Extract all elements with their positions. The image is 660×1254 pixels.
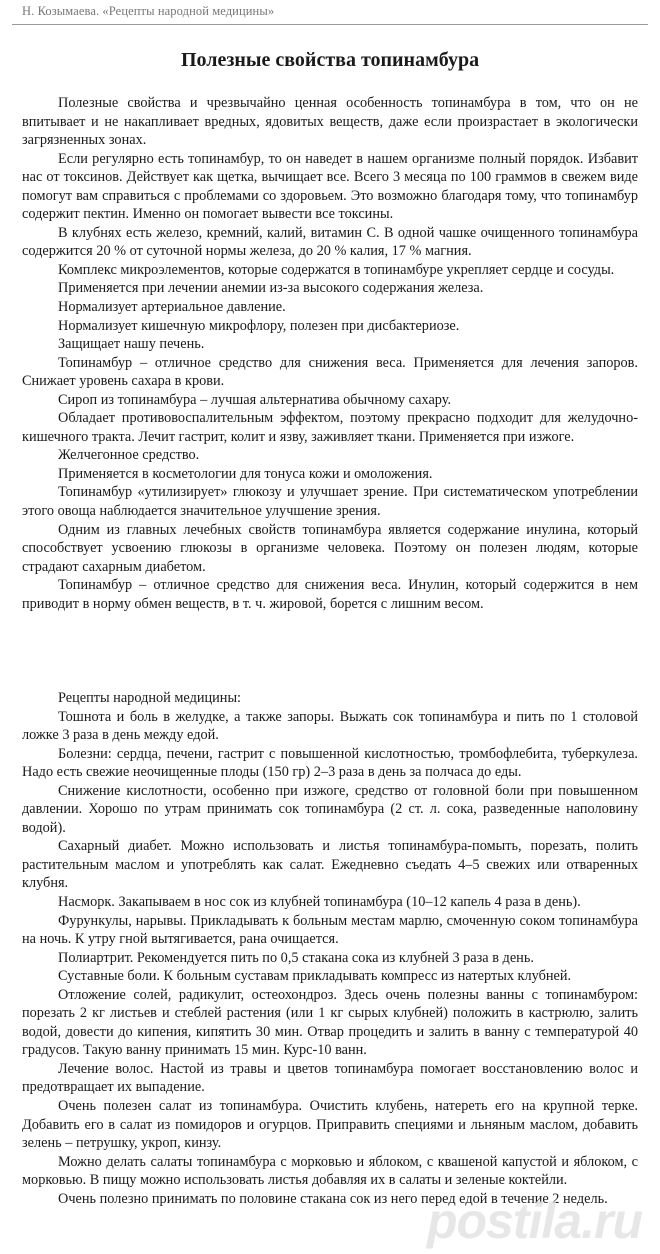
- recipe-paragraph: Полиартрит. Рекомендуется пить по 0,5 стакана сока из клубней 3 раза в день.: [58, 949, 534, 966]
- article-paragraph: Защищает нашу печень.: [58, 336, 205, 353]
- header-rule: [12, 24, 648, 25]
- article-body: [22, 94, 638, 613]
- article-paragraph: Нормализует артериальное давление.: [58, 299, 286, 316]
- recipes-heading: Рецепты народной медицины:: [58, 690, 242, 706]
- article-paragraph: В клубнях есть железо, кремний, калий, витамин С. В одной чашке очищенного топинамбура содержится 20 % от суточной нормы железа, до 20 % калия, 17 % магния.: [22, 224, 638, 260]
- article-paragraph: Топинамбур «утилизирует» глюкозу и улучшает зрение. При систематическом употреблении этого овоща наблюдается значительное улучшение зрения.: [22, 484, 638, 520]
- article-paragraph: Сироп из топинамбура – лучшая альтернатива обычному сахару.: [58, 391, 452, 408]
- recipe-paragraph: Снижение кислотности, особенно при изжоге, средство от головной боли при повышенном давлении. Хорошо по утрам принимать сок топинамбура (2 ст. л. сока, разведенные наполовину водой).: [22, 782, 638, 836]
- article-paragraph: Нормализует кишечную микрофлору, полезен при дисбактериозе.: [58, 317, 460, 334]
- article-paragraph: Полезные свойства и чрезвычайно ценная особенность топинамбура в том, что он не впитывает и не накапливает вредных, ядовитых веществ, даже если произрастает в экологически загрязненных зонах.: [22, 95, 638, 149]
- article-paragraph: Применяется при лечении анемии из-за высокого содержания железа.: [58, 280, 484, 297]
- recipe-paragraph: Насморк. Закапываем в нос сок из клубней топинамбура (10–12 капель 4 раза в день).: [58, 894, 581, 911]
- recipe-paragraph: Суставные боли. К больным суставам прикладывать компресс из натертых клубней.: [58, 968, 572, 985]
- recipe-paragraph: Можно делать салаты топинамбура с морковью и яблоком, с квашеной капустой и яблоком, с морковью. В пищу можно использовать листья добавляя их в салаты и зеленые коктейли.: [22, 1153, 638, 1189]
- article-title: Полезные свойства топинамбура: [180, 49, 480, 71]
- article-paragraph: Желчегонное средство.: [58, 447, 200, 464]
- article-paragraph: Одним из главных лечебных свойств топинамбура является содержание инулина, который способствует усвоению глюкозы в организме человека. Поэтому он полезен людям, которые страдают сахарным диабетом.: [22, 521, 638, 575]
- article-paragraph: Применяется в косметологии для тонуса кожи и омоложения.: [58, 465, 433, 482]
- article-paragraph: Если регулярно есть топинамбур, то он наведет в нашем организме полный порядок. Избавит нас от токсинов. Действует как щетка, вычищает все. Всего 3 месяца по 100 граммов в свежем виде помогут вам справиться с проблемами со здоровьем. Это возможно благодаря тому, что топинамбур содержит пектин. Именно он помогает вывести все токсины.: [22, 150, 638, 223]
- recipe-paragraph: Лечение волос. Настой из травы и цветов топинамбура помогает восстановлению волос и предотвращает их выпадение.: [22, 1060, 638, 1096]
- article-paragraph: Комплекс микроэлементов, которые содержатся в топинамбуре укрепляет сердце и сосуды.: [58, 261, 615, 278]
- recipe-paragraph: Очень полезно принимать по половине стакана сок из него перед едой в течение 2 недель.: [58, 1190, 608, 1207]
- recipe-paragraph: Отложение солей, радикулит, остеохондроз. Здесь очень полезны ванны с топинамбуром: порезать 2 кг листьев и стеблей растения (или 1 кг сырых клубней) положить в кастрюлю, залить водой, довести до кипения, кипятить 30 мин. Отвар процедить и залить в ванну с температурой 40 градусов. Такую ванну принимать 15 мин. Курс-10 ванн.: [22, 986, 638, 1059]
- recipe-paragraph: Фурункулы, нарывы. Прикладывать к больным местам марлю, смоченную соком топинамбура на ночь. К утру гной вытягивается, рана очищается.: [22, 912, 638, 948]
- article-paragraph: Топинамбур – отличное средство для снижения веса. Инулин, который содержится в нем приводит в норму обмен веществ, в т. ч. жировой, борется с лишним весом.: [22, 577, 638, 612]
- watermark-logo: postila.ru: [426, 1193, 642, 1249]
- recipe-paragraph: Сахарный диабет. Можно использовать и листья топинамбура-помыть, порезать, полить растительным маслом и употреблять как салат. Ежедневно съедать 4–5 свежих или отваренных клубня.: [22, 838, 638, 892]
- article-paragraph: Обладает противовоспалительным эффектом, поэтому прекрасно подходит для желудочно-кишечного тракта. Лечит гастрит, колит и язву, заживляет ткани. Применяется при изжоге.: [22, 410, 638, 445]
- recipe-paragraph: Болезни: сердца, печени, гастрит с повышенной кислотностью, тромбофлебита, туберкулеза. Надо есть свежие неочищенные плоды (150 гр) 2–3 раза в день за полчаса до еды.: [22, 745, 638, 781]
- running-head: Н. Козымаева. «Рецепты народной медицины»: [22, 4, 275, 18]
- recipes-section: [22, 689, 638, 1208]
- article-paragraph: Топинамбур – отличное средство для снижения веса. Применяется для лечения запоров. Снижает уровень сахара в крови.: [22, 354, 638, 390]
- recipe-paragraph: Очень полезен салат из топинамбура. Очистить клубень, натереть его на крупной терке. Добавить его в салат из помидоров и огурцов. Приправить специями и льняным маслом, добавить зелень – петрушку, укроп, кинзу.: [22, 1098, 638, 1152]
- recipe-paragraph: Тошнота и боль в желудке, а также запоры. Выжать сок топинамбура и пить по 1 столовой ложке 3 раза в день между едой.: [22, 708, 638, 744]
